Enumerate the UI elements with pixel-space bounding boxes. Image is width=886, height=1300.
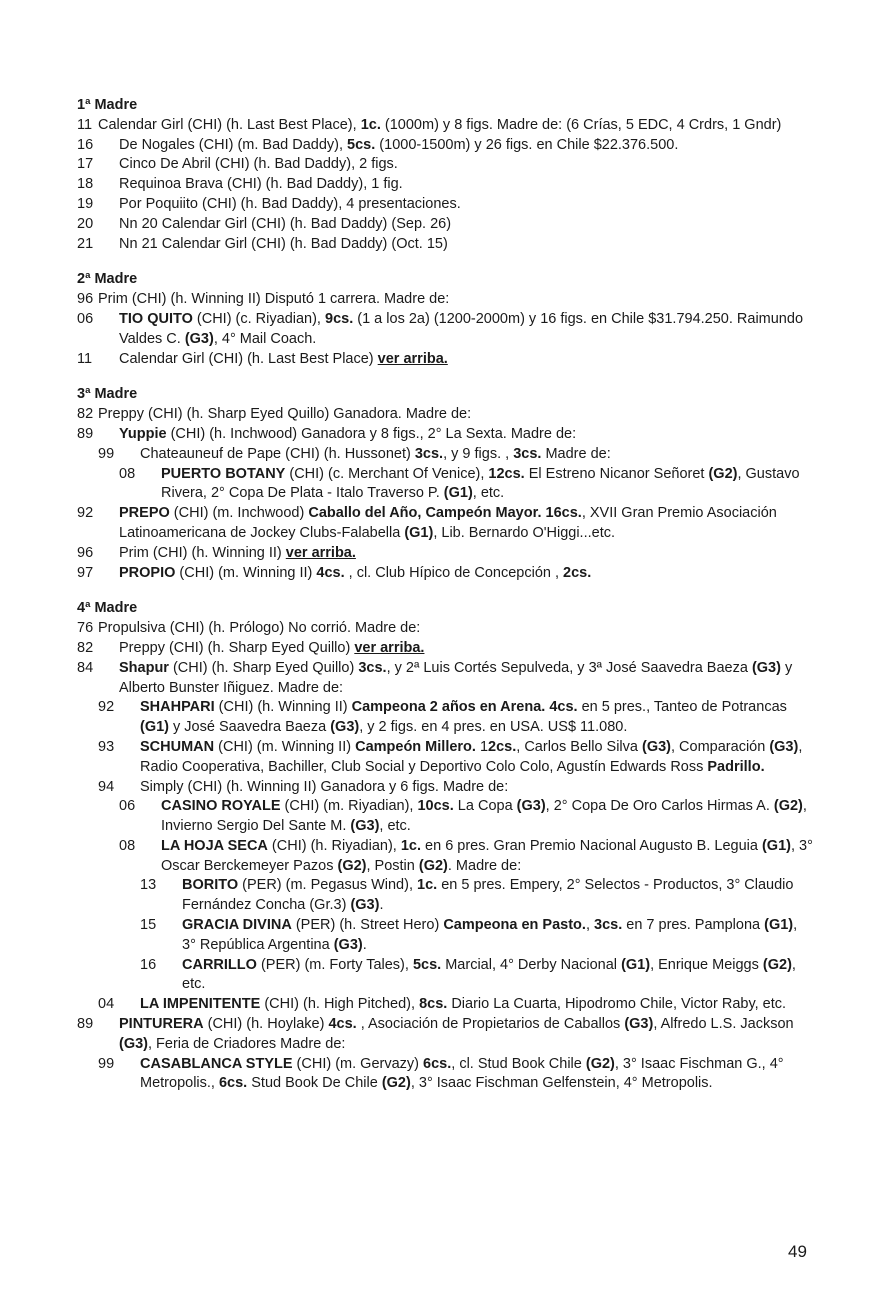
entry-text: (CHI) (c. Merchant Of Venice), xyxy=(285,465,489,482)
entry-text: , Invierno Sergio Del Sante M. xyxy=(161,798,807,835)
entry-text: (PER) (m. Pegasus Wind), xyxy=(238,877,417,894)
entry-year: 15 xyxy=(140,917,157,934)
entry-text: De Nogales (CHI) (m. Bad Daddy), xyxy=(119,136,348,153)
entry-text: , Feria de Criadores Madre de: xyxy=(148,1035,346,1052)
pedigree-entry xyxy=(77,837,813,877)
entry-year: 84 xyxy=(77,659,94,676)
entry-emphasis: PREPO xyxy=(119,505,170,522)
madre-section xyxy=(77,385,813,583)
entry-emphasis: (G3) xyxy=(516,798,546,815)
entry-emphasis: (G3) xyxy=(184,330,214,347)
entry-emphasis: (G3) xyxy=(119,1035,148,1052)
entry-text: , Comparación xyxy=(671,738,770,755)
entry-emphasis: Padrillo. xyxy=(707,758,765,775)
entry-text: Propulsiva (CHI) (h. Prólogo) No corrió. Madre de: xyxy=(98,620,421,637)
entry-text: , Carlos Bello Silva xyxy=(516,738,642,755)
entry-text: (CHI) (m. Riyadian), xyxy=(280,798,418,815)
pedigree-entry xyxy=(77,995,813,1015)
entry-emphasis: (G1) xyxy=(404,524,434,541)
entry-text: (CHI) (m. Winning II) xyxy=(214,738,356,755)
pedigree-entry xyxy=(77,639,813,659)
section-title: 2ª Madre xyxy=(77,271,138,288)
entry-emphasis: (G1) xyxy=(621,956,651,973)
entry-text: Stud Book De Chile xyxy=(247,1075,382,1092)
entry-emphasis: 1c. xyxy=(417,877,438,894)
pedigree-entry xyxy=(77,290,813,310)
entry-text: (1000-1500m) y 26 figs. en Chile $22.376.500. xyxy=(375,136,679,153)
entry-emphasis: (G2) xyxy=(381,1075,411,1092)
entry-text: en 5 pres., Tanteo de Potrancas xyxy=(577,699,787,716)
entry-text: , 3° Isaac Fischman Gelfenstein, 4° Metropolis. xyxy=(410,1075,713,1092)
entry-emphasis: 3cs. xyxy=(594,917,623,934)
entry-year: 82 xyxy=(77,406,94,423)
entry-text: . Madre de: xyxy=(447,857,522,874)
entry-text: , Gustavo Rivera, 2° Copa De Plata - Italo Traverso P. xyxy=(161,465,800,502)
entry-year: 11 xyxy=(77,116,93,133)
cross-reference: ver arriba. xyxy=(285,544,356,561)
entry-emphasis: (G3) xyxy=(350,818,380,835)
entry-text: (CHI) (m. Winning II) xyxy=(175,564,317,581)
entry-emphasis: 12cs. xyxy=(488,465,525,482)
entry-text: , y 2ª Luis Cortés Sepulveda, y 3ª José Saavedra Baeza xyxy=(386,659,752,676)
entry-text: (CHI) (h. Winning II) xyxy=(214,699,352,716)
entry-emphasis: 6cs. xyxy=(423,1055,452,1072)
entry-emphasis: 3cs. xyxy=(414,445,444,462)
entry-text: Prim (CHI) (h. Winning II) xyxy=(119,544,286,561)
entry-emphasis: 6cs. xyxy=(218,1075,248,1092)
entry-text: Marcial, 4° Derby Nacional xyxy=(441,956,622,973)
entry-text: Simply (CHI) (h. Winning II) Ganadora y 6 figs. Madre de: xyxy=(140,778,509,795)
entry-emphasis: (G3) xyxy=(769,738,799,755)
entry-emphasis: 2cs. xyxy=(488,738,517,755)
entry-year: 06 xyxy=(77,310,94,327)
entry-text: (CHI) (h. Riyadian), xyxy=(267,837,401,854)
entry-emphasis: CARRILLO xyxy=(182,956,257,973)
entry-text: (CHI) (h. Sharp Eyed Quillo) xyxy=(168,659,359,676)
entry-text: , Asociación de Propietarios de Caballos xyxy=(356,1016,625,1033)
section-title: 3ª Madre xyxy=(77,386,138,403)
pedigree-entry xyxy=(77,698,813,738)
entry-text: , Lib. Bernardo O'Higgi...etc. xyxy=(433,524,616,541)
entry-text: y José Saavedra Baeza xyxy=(169,719,331,736)
cross-reference: ver arriba. xyxy=(354,639,425,656)
page-number: 49 xyxy=(788,1242,807,1261)
entry-text: en 6 pres. Gran Premio Nacional Augusto B. Leguia xyxy=(421,837,762,854)
entry-text: , Postin xyxy=(366,857,419,874)
entry-year: 89 xyxy=(77,1016,94,1033)
entry-year: 96 xyxy=(77,291,94,308)
section-title: 1ª Madre xyxy=(77,97,138,113)
entry-emphasis: 16cs. xyxy=(545,505,582,522)
entry-emphasis: (G1) xyxy=(443,485,473,502)
entry-year: 92 xyxy=(77,505,94,522)
entry-text: Por Poquiito (CHI) (h. Bad Daddy), 4 presentaciones. xyxy=(119,195,461,212)
pedigree-entry xyxy=(77,136,813,156)
entry-emphasis: CASINO ROYALE xyxy=(161,798,281,815)
entry-emphasis: Shapur xyxy=(119,659,169,676)
pedigree-entry xyxy=(77,310,813,350)
pedigree-entry xyxy=(77,778,813,798)
entry-emphasis: (G3) xyxy=(333,936,363,953)
entry-text: , Alfredo L.S. Jackson xyxy=(653,1016,794,1033)
entry-emphasis: GRACIA DIVINA xyxy=(182,917,292,934)
pedigree-entry xyxy=(77,544,813,564)
entry-text: . xyxy=(379,897,384,914)
entry-text: . xyxy=(362,936,367,953)
entry-text: , 3° República Argentina xyxy=(182,917,798,953)
entry-text: , XVII Gran Premio Asociación Latinoamericana de Jockey Clubs-Falabella xyxy=(119,505,777,541)
entry-text: , xyxy=(585,917,594,934)
entry-text: en 5 pres. Empery, 2° Selectos - Productos, 3° Claudio Fernández Concha (Gr.3) xyxy=(182,877,794,914)
pedigree-entry xyxy=(77,215,813,235)
entry-emphasis: SCHUMAN xyxy=(140,738,215,755)
entry-text: Madre de: xyxy=(541,445,611,462)
pedigree-entry xyxy=(77,445,813,465)
entry-year: 93 xyxy=(98,738,115,755)
pedigree-entry xyxy=(77,350,813,370)
entry-year: 21 xyxy=(77,235,94,252)
entry-text: , etc. xyxy=(379,818,411,835)
pedigree-entry xyxy=(77,738,813,778)
entry-emphasis: LA IMPENITENTE xyxy=(140,996,261,1013)
entry-text: Requinoa Brava (CHI) (h. Bad Daddy), 1 fig. xyxy=(119,176,403,193)
pedigree-entry xyxy=(77,916,813,956)
entry-emphasis: (G2) xyxy=(418,857,448,874)
entry-text: , y 2 figs. en 4 pres. en USA. US$ 11.080. xyxy=(359,719,628,736)
entry-year: 99 xyxy=(98,445,115,462)
entry-emphasis: (G2) xyxy=(337,857,367,874)
entry-text: , etc. xyxy=(182,956,796,993)
entry-year: 19 xyxy=(77,195,94,212)
entry-text: (CHI) (c. Riyadian), xyxy=(192,310,325,327)
entry-emphasis: 4cs. xyxy=(316,564,345,581)
entry-text: , cl. Stud Book Chile xyxy=(451,1055,586,1072)
pedigree-entry xyxy=(77,235,813,255)
entry-emphasis: LA HOJA SECA xyxy=(161,837,268,854)
entry-year: 08 xyxy=(119,465,136,482)
entry-year: 92 xyxy=(98,699,115,716)
entry-emphasis: CASABLANCA STYLE xyxy=(140,1055,293,1072)
entry-text: (CHI) (m. Gervazy) xyxy=(292,1055,424,1072)
entry-text: (PER) (m. Forty Tales), xyxy=(256,956,413,973)
entry-emphasis: (G3) xyxy=(350,897,380,914)
entry-emphasis: (G1) xyxy=(761,837,791,854)
entry-emphasis: (G2) xyxy=(708,465,738,482)
entry-year: 06 xyxy=(119,798,136,815)
entry-emphasis: Campeona 2 años en Arena. xyxy=(351,699,546,716)
entry-text: , 3° Oscar Berckemeyer Pazos xyxy=(161,837,813,874)
entry-year: 76 xyxy=(77,620,94,637)
entry-emphasis: 10cs. xyxy=(417,798,454,815)
entry-year: 04 xyxy=(98,996,115,1013)
entry-text: El Estreno Nicanor Señoret xyxy=(524,465,709,482)
entry-text: Preppy (CHI) (h. Sharp Eyed Quillo) Ganadora. Madre de: xyxy=(98,406,472,423)
entry-year: 99 xyxy=(98,1055,115,1072)
pedigree-entry xyxy=(77,405,813,425)
entry-emphasis: 8cs. xyxy=(419,996,448,1013)
entry-emphasis: Caballo del Año, Campeón Mayor. xyxy=(308,505,542,522)
entry-emphasis: 3cs. xyxy=(358,659,387,676)
entry-text: , y 9 figs. , xyxy=(443,445,514,462)
entry-emphasis: PUERTO BOTANY xyxy=(161,465,286,482)
entry-year: 17 xyxy=(77,156,94,173)
entry-year: 16 xyxy=(140,956,157,973)
entry-emphasis: 3cs. xyxy=(513,445,542,462)
entry-text: Calendar Girl (CHI) (h. Last Best Place) xyxy=(119,350,378,367)
entry-text: Preppy (CHI) (h. Sharp Eyed Quillo) xyxy=(119,639,355,656)
pedigree-entry xyxy=(77,465,813,505)
pedigree-entry xyxy=(77,619,813,639)
entry-emphasis: (G3) xyxy=(642,738,671,755)
section-title: 4ª Madre xyxy=(77,600,138,617)
entry-text: (CHI) (h. High Pitched), xyxy=(260,996,420,1013)
entry-year: 08 xyxy=(119,837,136,854)
entry-text: y Alberto Bunster Iñiguez. Madre de: xyxy=(119,659,793,696)
pedigree-entry xyxy=(77,956,813,996)
pedigree-entry xyxy=(77,195,813,215)
pedigree-entry xyxy=(77,116,813,136)
entry-text: en 7 pres. Pamplona xyxy=(622,917,765,934)
entry-emphasis: 1c. xyxy=(400,837,422,854)
entry-text: (1000m) y 8 figs. Madre de: (6 Crías, 5 EDC, 4 Crdrs, 1 Gndr) xyxy=(380,116,782,133)
entry-text: , 2° Copa De Oro Carlos Hirmas A. xyxy=(545,798,774,815)
entry-emphasis: Yuppie xyxy=(119,425,167,442)
entry-year: 82 xyxy=(77,639,94,656)
entry-year: 97 xyxy=(77,564,94,581)
entry-emphasis: (G3) xyxy=(624,1016,654,1033)
pedigree-content xyxy=(77,96,813,1110)
entry-text: Prim (CHI) (h. Winning II) Disputó 1 carrera. Madre de: xyxy=(98,291,450,308)
entry-text: Nn 21 Calendar Girl (CHI) (h. Bad Daddy) (Oct. 15) xyxy=(119,235,448,252)
entry-emphasis: 5cs. xyxy=(347,136,376,153)
pedigree-entry xyxy=(77,1015,813,1055)
entry-emphasis: (G3) xyxy=(751,659,781,676)
pedigree-entry xyxy=(77,797,813,837)
cross-reference: ver arriba. xyxy=(377,350,448,367)
entry-text: (CHI) (h. Hoylake) xyxy=(203,1016,329,1033)
entry-text: (CHI) (m. Inchwood) xyxy=(169,505,309,522)
entry-text: , etc. xyxy=(472,485,505,502)
entry-text: Chateauneuf de Pape (CHI) (h. Hussonet) xyxy=(140,445,415,462)
entry-emphasis: (G2) xyxy=(585,1055,615,1072)
entry-emphasis: SHAHPARI xyxy=(140,699,215,716)
entry-text: (PER) (h. Street Hero) xyxy=(291,917,444,934)
pedigree-entry xyxy=(77,425,813,445)
entry-text: (1 a los 2a) (1200-2000m) y 16 figs. en Chile $31.794.250. Raimundo Valdes C. xyxy=(119,310,804,347)
entry-text: (CHI) (h. Inchwood) Ganadora y 8 figs., 2° La Sexta. Madre de: xyxy=(166,425,577,442)
entry-text: Calendar Girl (CHI) (h. Last Best Place), xyxy=(98,116,361,133)
entry-year: 89 xyxy=(77,425,94,442)
madre-section xyxy=(77,96,813,254)
entry-year: 96 xyxy=(77,544,94,561)
pedigree-entry xyxy=(77,564,813,584)
entry-emphasis: PINTURERA xyxy=(119,1016,204,1033)
entry-text: , Enrique Meiggs xyxy=(650,956,763,973)
entry-year: 20 xyxy=(77,215,94,232)
madre-section xyxy=(77,270,813,369)
entry-emphasis: 9cs. xyxy=(325,310,354,327)
pedigree-entry xyxy=(77,659,813,699)
pedigree-entry xyxy=(77,175,813,195)
entry-year: 16 xyxy=(77,136,94,153)
entry-text: , Radio Cooperativa, Bachiller, Club Social y Deportivo Colo Colo, Agustín Edwards Ross xyxy=(140,738,803,775)
entry-emphasis: (G2) xyxy=(762,956,792,973)
entry-emphasis: (G2) xyxy=(773,798,803,815)
entry-year: 11 xyxy=(77,350,93,367)
entry-emphasis: 4cs. xyxy=(549,699,578,716)
entry-emphasis: Campeón Millero. xyxy=(355,738,476,755)
pedigree-entry xyxy=(77,504,813,544)
entry-text: Cinco De Abril (CHI) (h. Bad Daddy), 2 figs. xyxy=(119,156,398,173)
entry-text: La Copa xyxy=(453,798,517,815)
entry-year: 18 xyxy=(77,176,94,193)
entry-emphasis: BORITO xyxy=(182,877,239,894)
entry-emphasis: 5cs. xyxy=(412,956,442,973)
entry-text: , 3° Isaac Fischman G., 4° Metropolis., xyxy=(140,1055,784,1092)
entry-emphasis: (G1) xyxy=(140,719,169,736)
pedigree-entry xyxy=(77,155,813,175)
entry-emphasis: (G1) xyxy=(764,917,794,934)
entry-emphasis: 2cs. xyxy=(563,564,592,581)
pedigree-entry xyxy=(77,1055,813,1095)
entry-emphasis: Campeona en Pasto. xyxy=(443,917,586,934)
pedigree-entry xyxy=(77,876,813,916)
entry-text: , 4° Mail Coach. xyxy=(213,330,317,347)
entry-emphasis: 4cs. xyxy=(328,1016,357,1033)
entry-emphasis: (G3) xyxy=(330,719,360,736)
entry-text: Diario La Cuarta, Hipodromo Chile, Victor Raby, etc. xyxy=(447,996,787,1013)
entry-emphasis: PROPIO xyxy=(119,564,176,581)
entry-text: , cl. Club Hípico de Concepción , xyxy=(344,564,564,581)
entry-text: 1 xyxy=(475,738,489,755)
entry-emphasis: 1c. xyxy=(360,116,381,133)
entry-text: Nn 20 Calendar Girl (CHI) (h. Bad Daddy) (Sep. 26) xyxy=(119,215,452,232)
entry-year: 94 xyxy=(98,778,115,795)
entry-emphasis: TIO QUITO xyxy=(119,310,193,327)
entry-year: 13 xyxy=(140,877,157,894)
madre-section xyxy=(77,599,813,1094)
